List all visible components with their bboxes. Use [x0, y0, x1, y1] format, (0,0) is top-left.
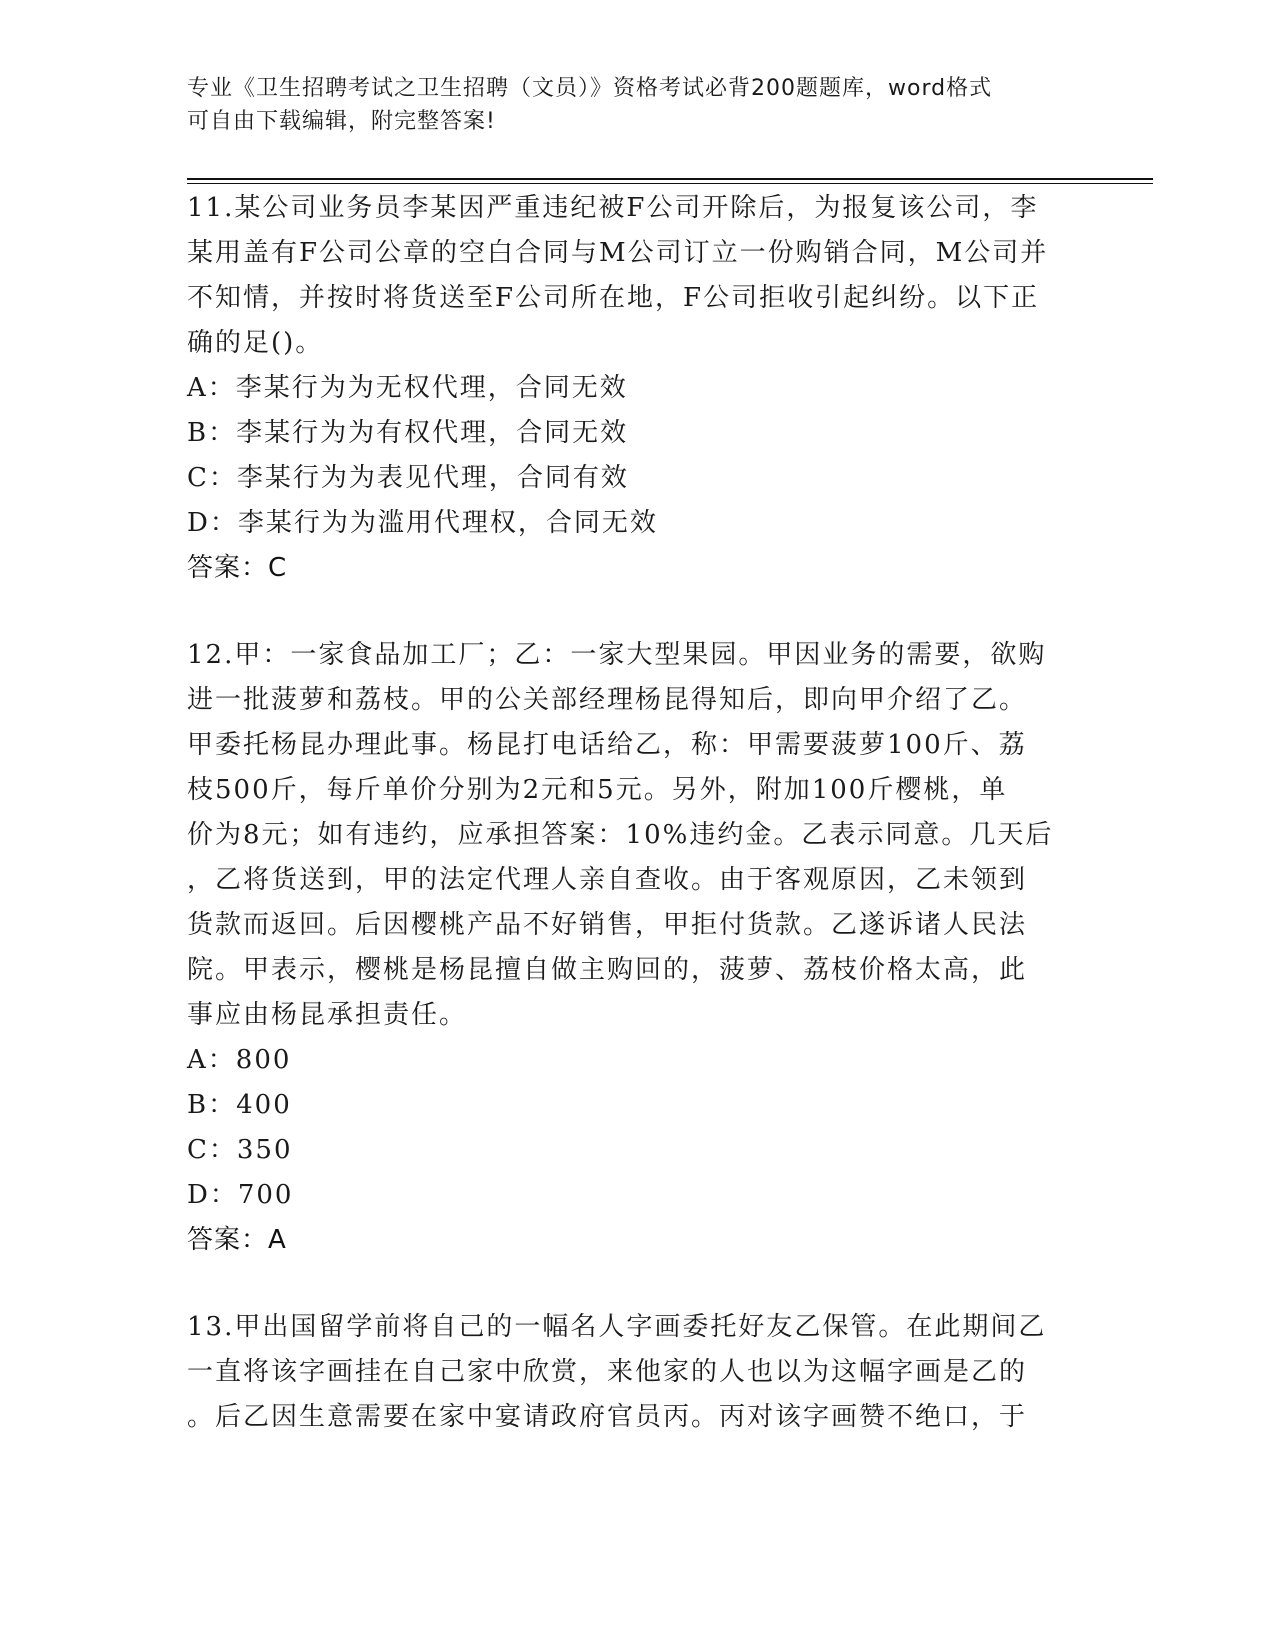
- question-11-option-c: C：李某行为为表见代理，合同有效: [187, 463, 629, 493]
- question-11: [187, 186, 1077, 591]
- question-12-stem-line-6: ，乙将货送到，甲的法定代理人亲自查收。由于客观原因，乙未领到: [187, 865, 1028, 895]
- question-12-option-c: C：350: [187, 1135, 293, 1165]
- question-13-stem-line-3: 。后乙因生意需要在家中宴请政府官员丙。丙对该字画赞不绝口，于: [187, 1402, 1028, 1432]
- header-title-line-2: 可自由下载编辑，附完整答案!: [187, 109, 496, 134]
- question-12-option-d: D：700: [187, 1180, 294, 1210]
- question-12-option-a: A：800: [187, 1045, 292, 1075]
- header-title-line-1: 专业《卫生招聘考试之卫生招聘（文员）》资格考试必背200题题库，word格式: [187, 76, 993, 101]
- document-header: [187, 72, 1067, 138]
- question-11-option-a: A：李某行为为无权代理，合同无效: [187, 373, 628, 403]
- question-11-stem-line-1: 11.某公司业务员李某因严重违纪被F公司开除后，为报复该公司，李: [187, 193, 1039, 223]
- question-12-stem-line-7: 货款而返回。后因樱桃产品不好销售，甲拒付货款。乙遂诉诸人民法: [187, 910, 1028, 940]
- question-12-stem-line-9: 事应由杨昆承担责任。: [187, 1000, 468, 1030]
- question-11-stem-line-4: 确的足()。: [187, 328, 324, 358]
- question-12-stem-line-3: 甲委托杨昆办理此事。杨昆打电话给乙，称：甲需要菠萝100斤、荔: [187, 730, 1027, 760]
- question-13: [187, 1305, 1077, 1440]
- question-12-stem-line-4: 枝500斤，每斤单价分别为2元和5元。另外，附加100斤樱桃，单: [187, 775, 1008, 805]
- question-12: [187, 633, 1077, 1263]
- question-12-option-b: B：400: [187, 1090, 292, 1120]
- header-divider-thin: [187, 183, 1153, 184]
- question-11-option-d: D：李某行为为滥用代理权，合同无效: [187, 508, 658, 538]
- question-spacer: [187, 1263, 1077, 1305]
- question-12-stem-line-8: 院。甲表示，樱桃是杨昆擅自做主购回的，菠萝、荔枝价格太高，此: [187, 955, 1028, 985]
- question-12-stem-line-1: 12.甲：一家食品加工厂；乙：一家大型果园。甲因业务的需要，欲购: [187, 640, 1047, 670]
- question-12-stem-line-5: 价为8元；如有违约，应承担答案：10%违约金。乙表示同意。几天后: [187, 820, 1054, 850]
- question-12-answer: 答案：A: [187, 1225, 287, 1255]
- question-13-stem-line-1: 13.甲出国留学前将自己的一幅名人字画委托好友乙保管。在此期间乙: [187, 1312, 1047, 1342]
- question-11-stem-line-2: 某用盖有F公司公章的空白合同与M公司订立一份购销合同，M公司并: [187, 238, 1049, 268]
- question-11-stem-line-3: 不知情，并按时将货送至F公司所在地，F公司拒收引起纠纷。以下正: [187, 283, 1040, 313]
- question-13-stem-line-2: 一直将该字画挂在自己家中欣赏，来他家的人也以为这幅字画是乙的: [187, 1357, 1028, 1387]
- header-divider-thick: [187, 178, 1153, 180]
- question-12-stem-line-2: 进一批菠萝和荔枝。甲的公关部经理杨昆得知后，即向甲介绍了乙。: [187, 685, 1028, 715]
- question-11-option-b: B：李某行为为有权代理，合同无效: [187, 418, 629, 448]
- question-list: [187, 186, 1077, 1440]
- question-11-answer: 答案：C: [187, 553, 288, 583]
- question-spacer: [187, 591, 1077, 633]
